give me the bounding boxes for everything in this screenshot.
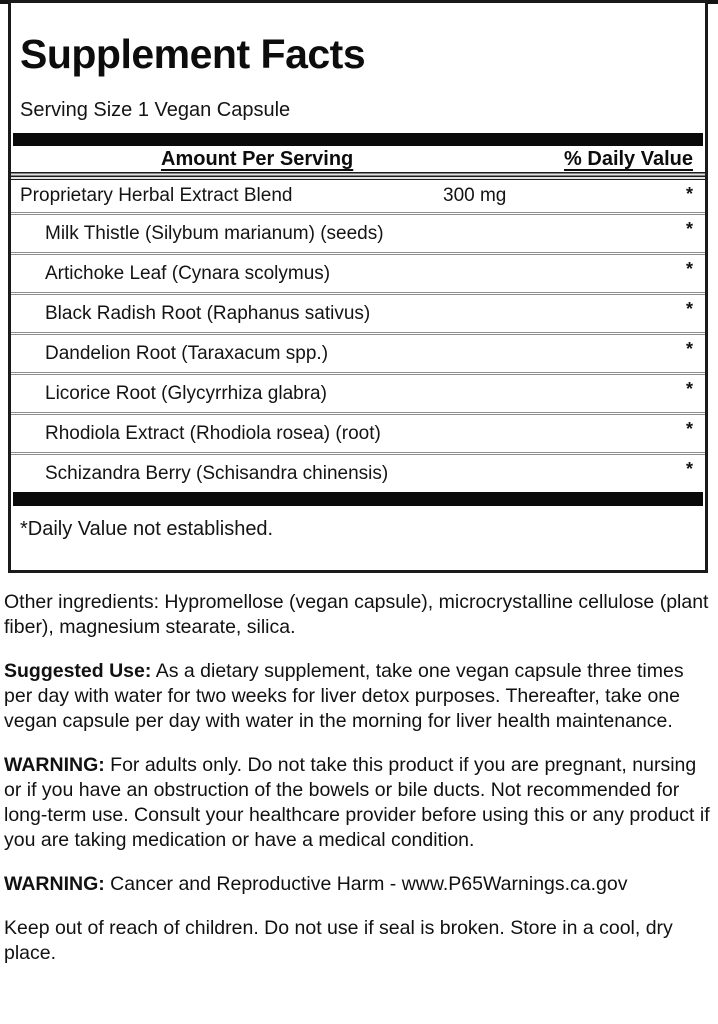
table-row [11, 375, 705, 415]
ingredient-name: Artichoke Leaf (Cynara scolymus) [45, 262, 331, 284]
table-row [11, 335, 705, 375]
ingredient-dv-asterisk: * [685, 379, 693, 399]
ingredient-name: Rhodiola Extract (Rhodiola rosea) (root) [45, 422, 381, 444]
table-row [11, 295, 705, 335]
prop65-warning-paragraph [4, 872, 711, 897]
ingredient-dv-asterisk: * [685, 299, 693, 319]
ingredient-name: Schizandra Berry (Schisandra chinensis) [45, 462, 389, 484]
table-row [11, 415, 705, 455]
ingredient-dv-asterisk: * [685, 219, 693, 239]
other-ingredients-text: Other ingredients: Hypromellose (vegan capsule), microcrystalline cellulose (plant fiber), magnesium stearate, silica. [4, 591, 709, 638]
table-row [11, 215, 705, 255]
prop65-warning-label: WARNING: [4, 873, 105, 895]
ingredient-name: Milk Thistle (Silybum marianum) (seeds) [45, 222, 384, 244]
prop65-warning-text: Cancer and Reproductive Harm - www.P65Warnings.ca.gov [104, 873, 628, 895]
ingredient-name: Licorice Root (Glycyrrhiza glabra) [45, 382, 327, 404]
thick-rule-top [13, 133, 703, 146]
suggested-use-paragraph [4, 659, 711, 734]
table-row [11, 255, 705, 295]
daily-value-footnote: *Daily Value not established. [20, 518, 274, 540]
ingredient-dv-asterisk: * [685, 419, 693, 439]
ingredient-dv-asterisk: * [685, 184, 693, 204]
ingredient-amount: 300 mg [443, 185, 507, 206]
serving-size-text: Serving Size 1 Vegan Capsule [20, 99, 291, 121]
header-divider-rule [11, 172, 705, 180]
other-ingredients-paragraph [4, 590, 711, 640]
supplement-facts-panel [8, 0, 708, 573]
amount-per-serving-header: Amount Per Serving [161, 148, 354, 170]
ingredient-dv-asterisk: * [685, 459, 693, 479]
table-row [11, 180, 705, 215]
suggested-use-label: Suggested Use: [4, 660, 152, 682]
table-row [11, 455, 705, 492]
thick-rule-bottom [13, 492, 703, 506]
warning-paragraph [4, 753, 711, 853]
warning-text: For adults only. Do not take this product if you are pregnant, nursing or if you have an obstruction of the bowels or bile ducts. Not recommended for long-term use. Consult your healthcare provider before using this or any product if you are taking medication or have a medical condition. [4, 754, 710, 851]
ingredient-dv-asterisk: * [685, 259, 693, 279]
ingredient-name: Proprietary Herbal Extract Blend [20, 185, 293, 206]
panel-title: Supplement Facts [20, 31, 366, 77]
storage-text: Keep out of reach of children. Do not use if seal is broken. Store in a cool, dry place. [4, 917, 673, 964]
daily-value-header: % Daily Value [564, 148, 693, 170]
ingredient-name: Dandelion Root (Taraxacum spp.) [45, 342, 329, 364]
storage-paragraph [4, 916, 711, 966]
ingredient-table [11, 180, 705, 492]
warning-label: WARNING: [4, 754, 105, 776]
ingredient-name: Black Radish Root (Raphanus sativus) [45, 302, 371, 324]
table-header-row [11, 148, 705, 173]
label-info-section [4, 590, 711, 985]
ingredient-dv-asterisk: * [685, 339, 693, 359]
suggested-use-text: As a dietary supplement, take one vegan capsule three times per day with water for two weeks for liver detox purposes. Thereafter, take one vegan capsule per day with water in the morning for liver health maintenance. [4, 660, 684, 732]
